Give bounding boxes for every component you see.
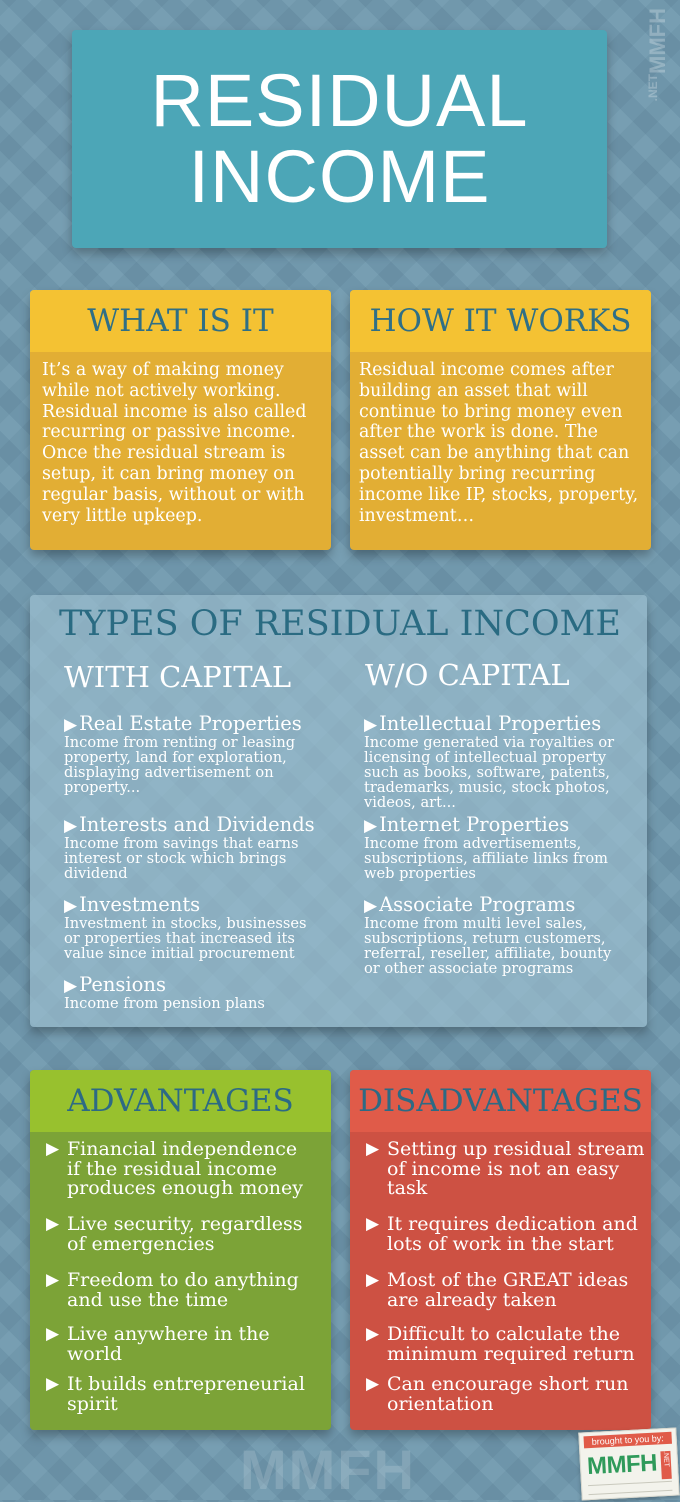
text-line: Income generated via royalties or: [364, 734, 615, 751]
text-line: interest or stock which brings: [64, 850, 287, 867]
text-line: Live security, regardless: [67, 1213, 303, 1235]
disadvantages-card: [350, 1070, 651, 1430]
brand-badge[interactable]: [578, 1427, 679, 1500]
list-item: [46, 1215, 327, 1254]
side-watermark-brand: MMFH: [645, 8, 670, 74]
triangle-right-icon: ▶: [46, 1374, 60, 1394]
triangle-right-icon: ▶: [46, 1214, 60, 1234]
list-item: [364, 714, 622, 810]
badge-lines: [588, 1481, 672, 1495]
text-line: It builds entrepreneurial: [67, 1373, 305, 1395]
triangle-right-icon: ▶: [46, 1139, 60, 1159]
text-line: Income from advertisements,: [364, 835, 582, 852]
how-it-works-heading: HOW IT WORKS: [350, 290, 651, 352]
triangle-right-icon: ▶: [366, 1374, 380, 1394]
advantages-heading: ADVANTAGES: [67, 1083, 294, 1119]
text-line: Once the residual stream is: [42, 443, 286, 464]
item-title: Real Estate Properties: [79, 712, 302, 735]
text-line: regular basis, without or with: [42, 484, 305, 505]
text-line: property, land for exploration,: [64, 749, 287, 766]
item-description: [364, 916, 622, 976]
text-line: referral, reseller, affiliate, bounty: [364, 945, 612, 962]
text-line: Most of the GREAT ideas: [387, 1269, 629, 1291]
without-capital-heading: W/O CAPITAL: [365, 658, 570, 692]
triangle-right-icon: ▶: [366, 1214, 380, 1234]
list-item: [46, 1271, 327, 1310]
text-line: continue to bring money even: [359, 401, 623, 422]
list-item: [64, 975, 322, 1011]
item-description: [64, 735, 322, 795]
text-line: if the residual income: [67, 1157, 277, 1180]
item-description: [64, 996, 322, 1011]
text-line: such as books, software, patents,: [364, 764, 611, 781]
what-is-it-card: [30, 290, 331, 550]
disadvantages-heading: DISADVANTAGES: [358, 1083, 643, 1119]
text-line: Live anywhere in the: [67, 1323, 270, 1345]
text-line: licensing of intellectual property: [364, 749, 607, 766]
item-title: Investments: [79, 893, 201, 916]
text-line: Financial independence: [67, 1138, 298, 1160]
list-item: [366, 1375, 647, 1414]
text-line: of income is not an easy: [387, 1157, 620, 1180]
triangle-right-icon: ▶: [46, 1324, 60, 1344]
text-line: world: [67, 1342, 123, 1365]
triangle-right-icon: ▶: [364, 896, 378, 916]
text-line: asset can be anything that can: [359, 443, 630, 464]
text-line: orientation: [387, 1392, 494, 1415]
text-line: spirit: [67, 1392, 118, 1415]
list-item: [366, 1140, 647, 1199]
list-item: [364, 895, 622, 976]
text-line: or properties that increased its: [64, 930, 295, 947]
list-item: [64, 815, 322, 881]
item-title: Interests and Dividends: [79, 813, 315, 836]
triangle-right-icon: ▶: [364, 715, 378, 735]
text-line: task: [387, 1177, 428, 1199]
triangle-right-icon: ▶: [366, 1139, 380, 1159]
types-heading: TYPES OF RESIDUAL INCOME: [59, 604, 621, 644]
title-line-1: RESIDUAL: [150, 59, 529, 142]
text-line: very little upkeep.: [42, 505, 203, 526]
text-line: Income from multi level sales,: [364, 915, 588, 932]
list-item: [46, 1140, 327, 1199]
text-line: dividend: [64, 865, 128, 882]
list-item: [366, 1271, 647, 1310]
advantages-card: [30, 1070, 331, 1430]
text-line: while not actively working.: [42, 380, 281, 401]
text-line: minimum required return: [387, 1342, 635, 1365]
text-line: web properties: [364, 865, 476, 882]
text-line: recurring or passive income.: [42, 422, 296, 443]
text-line: trademarks, music, stock photos,: [364, 779, 610, 796]
text-line: Residual income comes after: [359, 360, 614, 380]
text-line: subscriptions, return customers,: [364, 930, 606, 947]
item-title: Associate Programs: [379, 893, 576, 916]
text-line: Investment in stocks, businesses: [64, 915, 307, 932]
what-is-it-text: [30, 352, 331, 526]
triangle-right-icon: ▶: [366, 1270, 380, 1290]
item-description: [364, 735, 622, 810]
text-line: It’s a way of making money: [42, 360, 284, 380]
badge-logo: MMFH: [586, 1449, 658, 1481]
list-item: [366, 1325, 647, 1364]
list-item: [46, 1325, 327, 1364]
text-line: subscriptions, affiliate links from: [364, 850, 608, 867]
text-line: income like IP, stocks, property,: [359, 484, 639, 505]
text-line: Income from savings that earns: [64, 835, 299, 852]
title-banner: [72, 30, 607, 248]
triangle-right-icon: ▶: [64, 715, 78, 735]
item-title: Intellectual Properties: [379, 712, 602, 735]
text-line: Income from pension plans: [64, 995, 265, 1012]
what-is-it-heading: WHAT IS IT: [30, 290, 331, 352]
text-line: Setting up residual stream: [387, 1138, 645, 1160]
text-line: or other associate programs: [364, 960, 574, 977]
item-description: [64, 916, 322, 961]
text-line: Freedom to do anything: [67, 1269, 299, 1291]
triangle-right-icon: ▶: [364, 816, 378, 836]
side-watermark-suffix: .NET: [646, 73, 660, 102]
text-line: and use the time: [67, 1288, 229, 1311]
text-line: Income from renting or leasing: [64, 734, 296, 751]
badge-suffix: [660, 1451, 671, 1479]
text-line: lots of work in the start: [387, 1232, 614, 1255]
title-line-2: INCOME: [188, 135, 491, 218]
text-line: setup, it can bring money on: [42, 463, 295, 484]
text-line: property...: [64, 779, 141, 796]
text-line: building an asset that will: [359, 380, 588, 401]
list-item: [364, 815, 622, 881]
list-item: [64, 714, 322, 795]
text-line: Residual income is also called: [42, 401, 307, 422]
list-item: [366, 1215, 647, 1254]
text-line: of emergencies: [67, 1232, 215, 1255]
badge-tagline: brought to you by:: [583, 1432, 672, 1449]
text-line: after the work is done. The: [359, 422, 598, 443]
text-line: investment…: [359, 505, 475, 526]
item-title: Pensions: [79, 973, 166, 996]
with-capital-heading: WITH CAPITAL: [64, 660, 292, 694]
text-line: potentially bring recurring: [359, 463, 596, 484]
text-line: produces enough money: [67, 1177, 304, 1199]
badge-suffix-text: .NET: [661, 1450, 670, 1468]
triangle-right-icon: ▶: [366, 1324, 380, 1344]
list-item: [46, 1375, 327, 1414]
text-line: Difficult to calculate the: [387, 1323, 620, 1345]
triangle-right-icon: ▶: [46, 1270, 60, 1290]
text-line: are already taken: [387, 1288, 557, 1311]
triangle-right-icon: ▶: [64, 896, 78, 916]
item-title: Internet Properties: [379, 813, 570, 836]
item-description: [64, 836, 322, 881]
how-it-works-card: [350, 290, 651, 550]
item-description: [364, 836, 622, 881]
text-line: It requires dedication and: [387, 1213, 638, 1235]
side-watermark: [646, 8, 676, 101]
list-item: [64, 895, 322, 961]
bottom-watermark: MMFH: [240, 1438, 416, 1501]
text-line: Can encourage short run: [387, 1373, 629, 1395]
triangle-right-icon: ▶: [64, 816, 78, 836]
text-line: videos, art...: [364, 794, 456, 811]
triangle-right-icon: ▶: [64, 976, 78, 996]
how-it-works-text: [350, 352, 651, 526]
text-line: displaying advertisement on: [64, 764, 274, 781]
text-line: value since initial procurement: [64, 945, 295, 962]
